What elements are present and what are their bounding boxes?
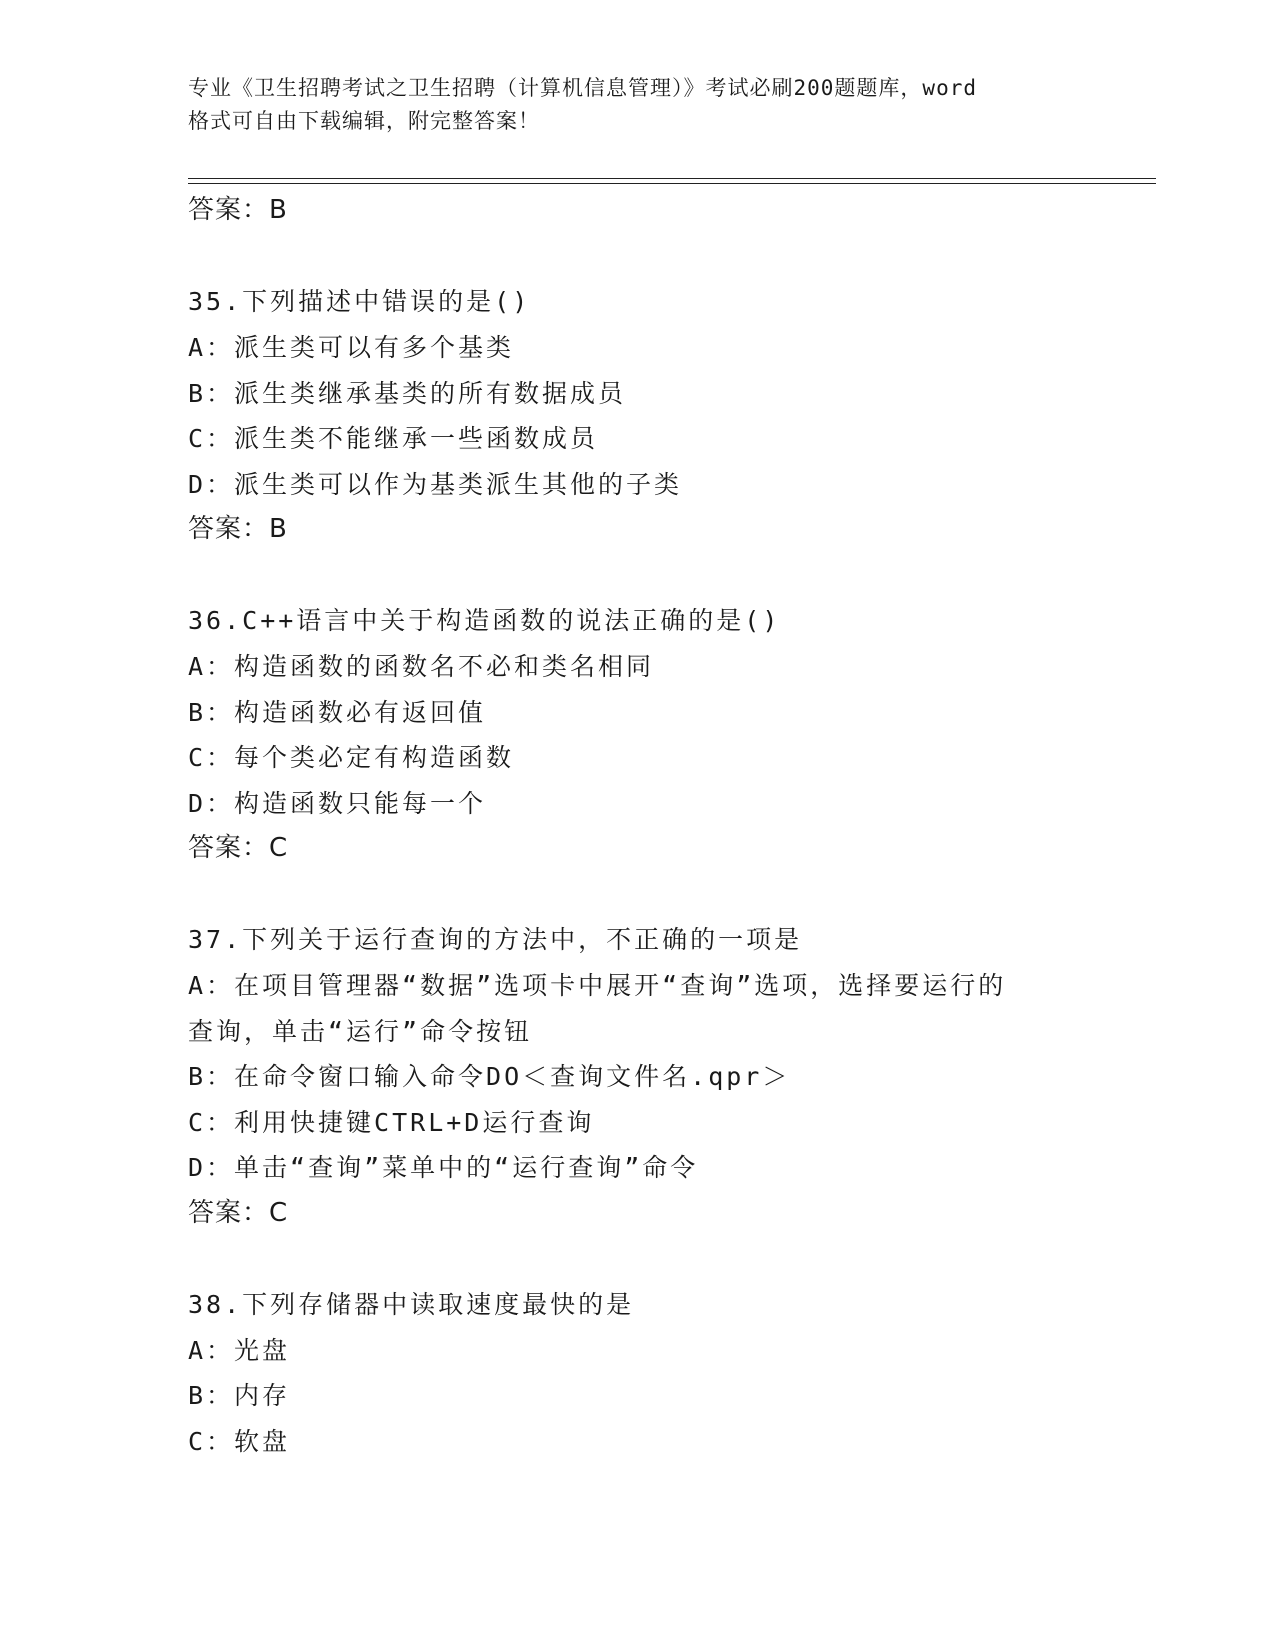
question-block	[188, 1282, 1148, 1465]
answer-label: 答案：C	[188, 833, 289, 863]
header-line-1: 专业《卫生招聘考试之卫生招聘（计算机信息管理）》考试必刷200题题库，word	[188, 76, 977, 100]
option-d: D：派生类可以作为基类派生其他的子类	[188, 469, 683, 499]
option-c: C：软盘	[188, 1426, 291, 1456]
answer-label: 答案：B	[188, 514, 288, 544]
question-title: 36.C++语言中关于构造函数的说法正确的是()	[188, 606, 781, 635]
spacer	[188, 871, 1148, 917]
spacer	[188, 552, 1148, 598]
option-c: C：每个类必定有构造函数	[188, 743, 515, 772]
question-title: 35.下列描述中错误的是()	[188, 287, 531, 316]
option-b: B：内存	[188, 1381, 291, 1410]
spacer	[188, 1236, 1148, 1282]
option-c: C：利用快捷键CTRL+D运行查询	[188, 1107, 595, 1137]
question-title: 37.下列关于运行查询的方法中，不正确的一项是	[188, 925, 803, 954]
question-block	[188, 917, 1148, 1236]
answer-label: 答案：C	[188, 1197, 289, 1228]
option-d: D：单击“查询”菜单中的“运行查询”命令	[188, 1153, 699, 1182]
question-title: 38.下列存储器中读取速度最快的是	[188, 1289, 635, 1319]
option-a-continued: 查询，单击“运行”命令按钮	[188, 1016, 533, 1046]
question-list	[188, 188, 1148, 1464]
option-c: C：派生类不能继承一些函数成员	[188, 424, 599, 453]
option-a: A：构造函数的函数名不必和类名相同	[188, 652, 655, 681]
document-header	[188, 72, 1088, 138]
option-a: A：光盘	[188, 1335, 291, 1365]
option-d: D：构造函数只能每一个	[188, 788, 487, 818]
header-divider-bottom	[188, 183, 1156, 184]
header-line-2: 格式可自由下载编辑，附完整答案！	[188, 109, 540, 133]
spacer	[188, 233, 1148, 279]
option-a: A：派生类可以有多个基类	[188, 333, 515, 362]
option-a: A：在项目管理器“数据”选项卡中展开“查询”选项，选择要运行的	[188, 971, 1007, 1000]
option-b: B：构造函数必有返回值	[188, 697, 487, 727]
option-b: B：派生类继承基类的所有数据成员	[188, 378, 627, 408]
header-divider-top	[188, 178, 1156, 179]
question-block	[188, 598, 1148, 871]
answer-label: 答案：B	[188, 195, 288, 225]
option-b: B：在命令窗口输入命令DO＜查询文件名.qpr＞	[188, 1062, 791, 1091]
question-block	[188, 279, 1148, 552]
